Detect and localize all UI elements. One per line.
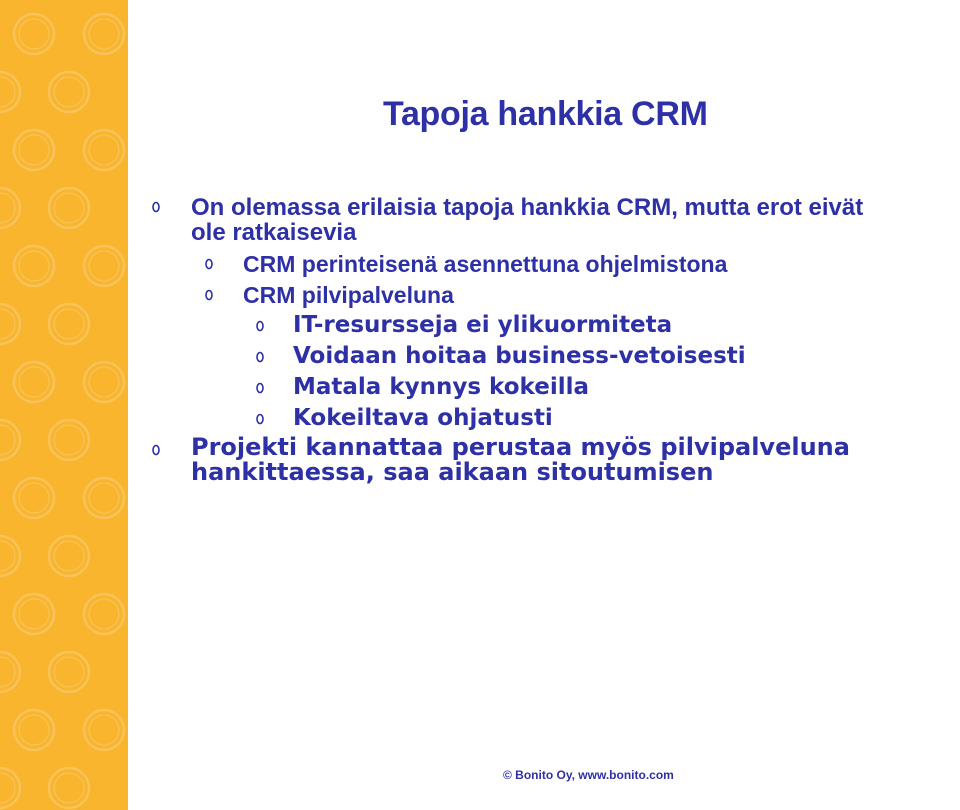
coin-decoration xyxy=(84,14,124,54)
coin-decoration xyxy=(14,14,54,54)
coin-decoration xyxy=(84,594,124,634)
coin-decoration xyxy=(14,362,54,402)
bullet-icon xyxy=(152,201,160,213)
bullet-text-8 xyxy=(191,435,850,485)
coin-decoration xyxy=(14,246,54,286)
coin-decoration xyxy=(84,246,124,286)
coin-decoration xyxy=(0,536,20,576)
bullet-text-8-line1: Projekti kannattaa perustaa myös pilvipalveluna xyxy=(191,433,850,461)
bullet-text-2: CRM perinteisenä asennettuna ohjelmistona xyxy=(243,251,728,277)
bullet-text-3: CRM pilvipalveluna xyxy=(243,282,454,308)
bullet-icon xyxy=(256,351,264,363)
bullet-icon xyxy=(152,444,160,456)
coin-decoration xyxy=(14,594,54,634)
coin-decoration xyxy=(0,420,20,460)
bullet-icon xyxy=(256,413,264,425)
coin-decoration xyxy=(49,304,89,344)
slide-title: Tapoja hankkia CRM xyxy=(383,95,708,133)
coin-decoration xyxy=(0,652,20,692)
coin-decoration xyxy=(0,304,20,344)
bullet-icon xyxy=(256,320,264,332)
bullet-text-1-line2: ole ratkaisevia xyxy=(191,219,357,246)
bullet-icon xyxy=(205,258,213,270)
bullet-text-7: Kokeiltava ohjatusti xyxy=(293,405,553,431)
coin-decoration xyxy=(0,768,20,808)
coin-decoration xyxy=(84,362,124,402)
coin-decoration xyxy=(84,478,124,518)
bullet-text-5: Voidaan hoitaa business-vetoisesti xyxy=(293,343,746,369)
coin-decoration xyxy=(0,72,20,112)
coin-decoration xyxy=(84,130,124,170)
decorative-sidebar xyxy=(0,0,128,810)
bullet-text-8-line2: hankittaessa, saa aikaan sitoutumisen xyxy=(191,458,714,486)
coin-decoration xyxy=(49,72,89,112)
coin-decoration xyxy=(0,188,20,228)
coin-decoration xyxy=(49,420,89,460)
bullet-text-6: Matala kynnys kokeilla xyxy=(293,374,589,400)
coin-decoration xyxy=(49,188,89,228)
coin-decoration xyxy=(14,478,54,518)
coin-decoration xyxy=(49,768,89,808)
copyright-footer: © Bonito Oy, www.bonito.com xyxy=(503,768,674,782)
bullet-icon xyxy=(256,382,264,394)
bullet-text-4: IT-resursseja ei ylikuormiteta xyxy=(293,312,673,338)
coin-decoration xyxy=(49,536,89,576)
coin-decoration xyxy=(14,130,54,170)
coin-decoration xyxy=(14,710,54,750)
bullet-text-1-line1: On olemassa erilaisia tapoja hankkia CRM, mutta erot eivät xyxy=(191,194,864,221)
coin-decoration xyxy=(49,652,89,692)
bullet-text-1 xyxy=(191,195,863,245)
bullet-icon xyxy=(205,289,213,301)
coin-decoration xyxy=(84,710,124,750)
bdp-coin-pattern xyxy=(0,0,128,810)
